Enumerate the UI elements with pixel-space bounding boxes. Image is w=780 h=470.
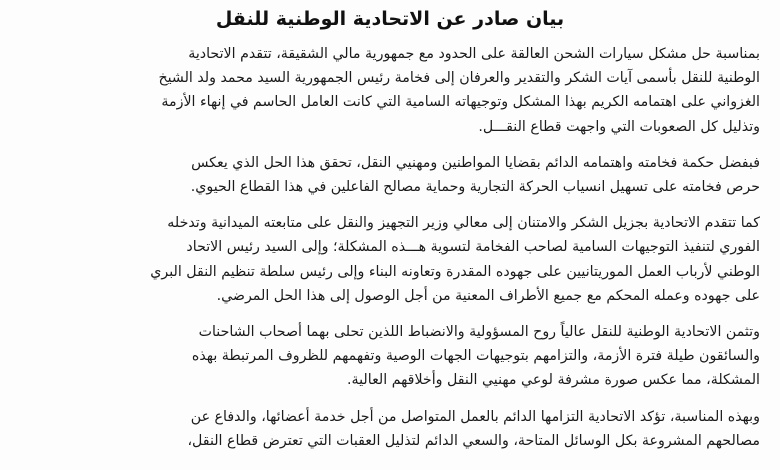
text-line: وتثمن الاتحادية الوطنية للنقل عالياً روح المسؤولية والانضباط اللذين تحلى بهما أصحاب الشاحنات	[198, 324, 760, 341]
text-line: على جهوده وعمله المحكم مع جميع الأطراف المعنية من أجل الوصول إلى هذا الحل المرضي.	[216, 287, 760, 304]
text-line: فبفضل حكمة فخامته واهتمامه الدائم بقضايا المواطنين ومهنيي النقل، تحقق هذا الحل الذي يعكس	[191, 154, 760, 171]
paragraph-3	[20, 211, 760, 308]
paragraph-2	[20, 151, 760, 199]
text-line: كما تتقدم الاتحادية بجزيل الشكر والامتنان إلى معالي وزير التجهيز والنقل على متابعته الميدانية وتدخله	[167, 215, 760, 232]
paragraph-5	[20, 405, 760, 453]
paragraph-4	[20, 320, 760, 393]
text-line: وبهذه المناسبة، تؤكد الاتحادية التزامها الدائم بالعمل المتواصل من أجل خدمة أعضائها، والدفاع عن	[190, 408, 760, 425]
text-line: بمناسبة حل مشكل سيارات الشحن العالقة على الحدود مع جمهورية مالي الشقيقة، تتقدم الاتحادية	[188, 46, 760, 62]
document-body	[20, 42, 760, 465]
text-line: الوطني لأرباب العمل الموريتانيين على جهوده المقدرة وتعاونه البناء وإلى رئيس سلطة تنظيم النقل البري	[150, 263, 760, 280]
document-title: بيان صادر عن الاتحادية الوطنية للنقل	[215, 8, 565, 30]
text-line: المشكلة، مما عكس صورة مشرفة لوعي مهنيي النقل وأخلاقهم العالية.	[347, 372, 760, 389]
text-line: الوطنية للنقل بأسمى آيات الشكر والتقدير والعرفان إلى فخامة رئيس الجمهورية السيد محمد ولد الشيخ	[158, 70, 760, 87]
text-line: الفوري لتنفيذ التوجيهات السامية لصاحب الفخامة لتسوية هـــذه المشكلة؛ وإلى السيد رئيس الاتحاد	[186, 239, 760, 256]
paragraph-1	[20, 42, 760, 139]
text-line: وتذليل كل الصعوبات التي واجهت قطاع النقـــل.	[478, 118, 760, 135]
text-line: حرص فخامته على تسهيل انسياب الحركة التجارية وحماية مصالح الفاعلين في هذا القطاع الحيوي.	[190, 179, 760, 196]
text-line: الغزواني على اهتمامه الكريم بهذا المشكل وتوجيهاته السامية التي كانت العامل الحاسم في إنهاء الأزمة	[161, 94, 760, 111]
text-line: والسائقون طيلة فترة الأزمة، والتزامهم بتوجيهات الجهات الوصية وتفهمهم للظروف المرتبطة بهذه	[191, 348, 760, 365]
text-line: مصالحهم المشروعة بكل الوسائل المتاحة، والسعي الدائم لتذليل العقبات التي تعترض قطاع النقل،	[187, 432, 760, 449]
